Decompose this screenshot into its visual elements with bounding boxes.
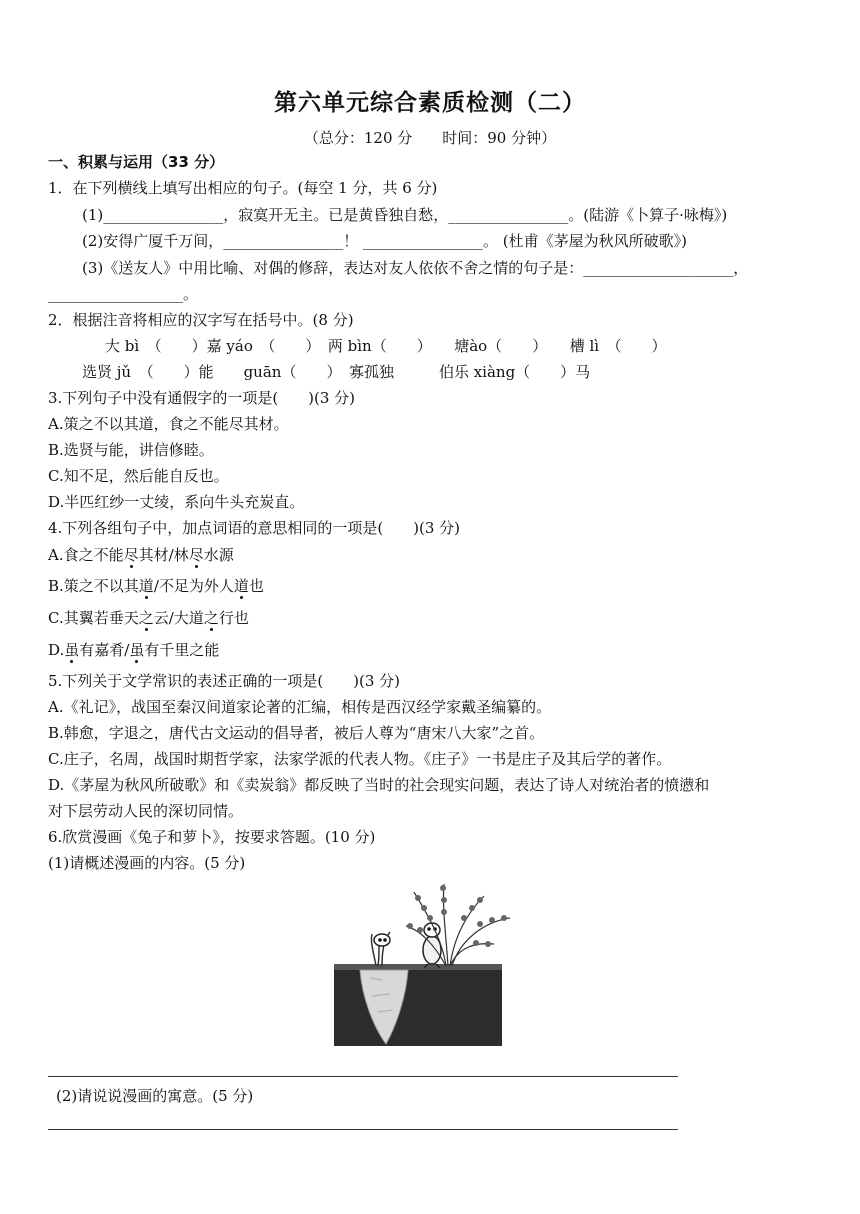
q5-option-c: C.庄子，名周，战国时期哲学家，法家学派的代表人物。《庄子》一书是庄子及其后学的著作。 xyxy=(48,750,672,768)
q3-option-d: D.半匹红纱一丈绫，系向牛头充炭直。 xyxy=(48,493,305,511)
q5-stem: 5.下列关于文学常识的表述正确的一项是( )(3 分) xyxy=(48,672,401,690)
q1-item-2: (2)安得广厦千万间，________________！ ________________。 (杜甫《茅屋为秋风所破歌》) xyxy=(82,232,687,250)
q4-a-text-1: A.食之不能 xyxy=(48,546,124,564)
q4-b-text-1: B.策之不以其 xyxy=(48,577,139,595)
q2-stem: 2．根据注音将相应的汉字写在括号中。(8 分) xyxy=(48,311,354,329)
q4-a-dotted-word-2: 尽 xyxy=(188,546,204,564)
q4-a-text-3: 水源 xyxy=(203,546,234,564)
q4-c-text-3: 行也 xyxy=(218,609,249,627)
q4-d-text-3: 有千里之能 xyxy=(144,641,220,659)
q2-row-1: 大 bì （ ）嘉 yáo （ ） 两 bìn（ ） 塘ào（ ） 槽 lì （ ） xyxy=(105,337,667,355)
q3-option-c: C.知不足，然后能自反也。 xyxy=(48,467,229,485)
page-title: 第六单元综合素质检测（二） xyxy=(274,90,586,116)
q4-c-dotted-word-2: 之 xyxy=(203,609,219,627)
q5-option-d-cont: 对下层劳动人民的深切同情。 xyxy=(48,802,244,820)
q4-d-text-1: D. xyxy=(48,641,65,659)
q4-option-d xyxy=(48,640,219,660)
q4-stem: 4.下列各组句子中，加点词语的意思相同的一项是( )(3 分) xyxy=(48,519,461,537)
q6-part-2: (2)请说说漫画的寓意。(5 分) xyxy=(56,1087,254,1105)
q5-option-a: A.《礼记》，战国至秦汉间道家论著的汇编，相传是西汉经学家戴圣编纂的。 xyxy=(48,698,552,716)
q4-a-text-2: 其材/林 xyxy=(138,546,189,564)
q4-option-b xyxy=(48,576,264,596)
q4-d-text-2: 有嘉肴/ xyxy=(79,641,130,659)
q6-stem: 6.欣赏漫画《兔子和萝卜》，按要求答题。(10 分) xyxy=(48,828,376,846)
q1-item-3-cont: __________________。 xyxy=(48,285,199,303)
rabbit-and-carrot-cartoon xyxy=(334,878,524,1048)
answer-line-2[interactable] xyxy=(48,1129,678,1130)
q5-option-b: B.韩愈，字退之，唐代古文运动的倡导者，被后人尊为“唐宋八大家”之首。 xyxy=(48,724,545,742)
q4-option-c xyxy=(48,608,249,628)
q1-item-1: (1)________________，寂寞开无主。已是黄昏独自愁，________________。(陆游《卜算子·咏梅》) xyxy=(82,206,728,224)
page-subtitle: （总分：120 分 时间：90 分钟） xyxy=(303,129,557,147)
q4-d-dotted-word-2: 虽 xyxy=(129,641,145,659)
q1-stem: 1．在下列横线上填写出相应的句子。(每空 1 分，共 6 分) xyxy=(48,179,438,197)
q4-d-dotted-word-1: 虽 xyxy=(64,641,80,659)
q4-b-dotted-word-2: 道 xyxy=(233,577,249,595)
q4-b-text-3: 也 xyxy=(248,577,264,595)
q4-c-text-1: C.其翼若垂天 xyxy=(48,609,139,627)
q4-c-dotted-word-1: 之 xyxy=(138,609,154,627)
section-heading: 一、积累与运用（33 分） xyxy=(48,153,225,171)
q3-stem: 3.下列句子中没有通假字的一项是( )(3 分) xyxy=(48,389,356,407)
q3-option-b: B.选贤与能，讲信修睦。 xyxy=(48,441,214,459)
q4-b-text-2: /不足为外人 xyxy=(153,577,234,595)
q4-option-a xyxy=(48,545,234,565)
q4-a-dotted-word-1: 尽 xyxy=(123,546,139,564)
q3-option-a: A.策之不以其道，食之不能尽其材。 xyxy=(48,415,289,433)
q4-b-dotted-word-1: 道 xyxy=(138,577,154,595)
q1-item-3: (3)《送友人》中用比喻、对偶的修辞，表达对友人依依不舍之情的句子是：____________________， xyxy=(82,259,749,277)
q5-option-d: D.《茅屋为秋风所破歌》和《卖炭翁》都反映了当时的社会现实问题，表达了诗人对统治者的愤懑和 xyxy=(48,776,710,794)
q2-row-2: 选贤 jǔ （ ）能 guān（ ） 寡孤独 伯乐 xiàng（ ）马 xyxy=(82,363,591,381)
answer-line-1[interactable] xyxy=(48,1076,678,1077)
q4-c-text-2: 云/大道 xyxy=(153,609,204,627)
q6-part-1: (1)请概述漫画的内容。(5 分) xyxy=(48,854,246,872)
